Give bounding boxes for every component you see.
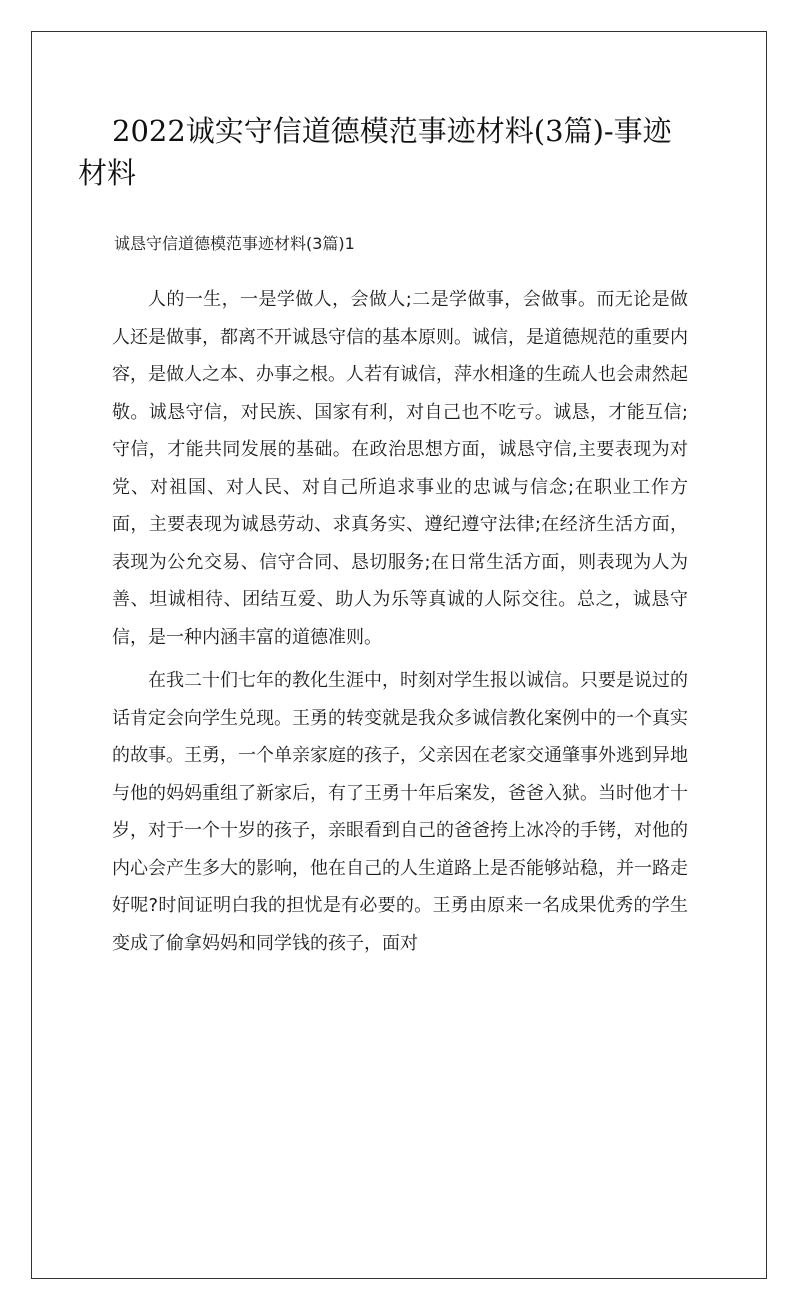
document-title: 2022诚实守信道德模范事迹材料(3篇)-事迹材料 bbox=[78, 114, 672, 190]
document-body bbox=[112, 281, 688, 968]
body-paragraph: 在我二十们七年的教化生涯中，时刻对学生报以诚信。只要是说过的话肯定会向学生兑现。王勇的转变就是我众多诚信教化案例中的一个真实的故事。王勇，一个单亲家庭的孩子，父亲因在老家交通肇事外逃到异地与他的妈妈重组了新家后，有了王勇十年后案发，爸爸入狱。当时他才十岁，对于一个十岁的孩子，亲眼看到自己的爸爸挎上冰冷的手铐，对他的内心会产生多大的影响，他在自己的人生道路上是否能够站稳，并一路走好呢?时间证明白我的担忧是有必要的。王勇由原来一名成果优秀的学生变成了偷拿妈妈和同学钱的孩子，面对 bbox=[112, 670, 688, 954]
body-paragraph: 人的一生，一是学做人，会做人;二是学做事，会做事。而无论是做人还是做事，都离不开诚恳守信的基本原则。诚信，是道德规范的重要内容，是做人之本、办事之根。人若有诚信，萍水相逢的生疏人也会肃然起敬。诚恳守信，对民族、国家有利，对自己也不吃亏。诚恳，才能互信;守信，才能共同发展的基础。在政治思想方面，诚恳守信,主要表现为对党、对祖国、对人民、对自己所追求事业的忠诚与信念;在职业工作方面，主要表现为诚恳劳动、求真务实、遵纪遵守法律;在经济生活方面，表现为公允交易、信守合同、恳切服务;在日常生活方面，则表现为人为善、坦诚相待、团结互爱、助人为乐等真诚的人际交往。总之，诚恳守信，是一种内涵丰富的道德准则。 bbox=[112, 289, 688, 648]
document-subtitle: 诚恳守信道德模范事迹材料(3篇)1 bbox=[114, 234, 355, 253]
